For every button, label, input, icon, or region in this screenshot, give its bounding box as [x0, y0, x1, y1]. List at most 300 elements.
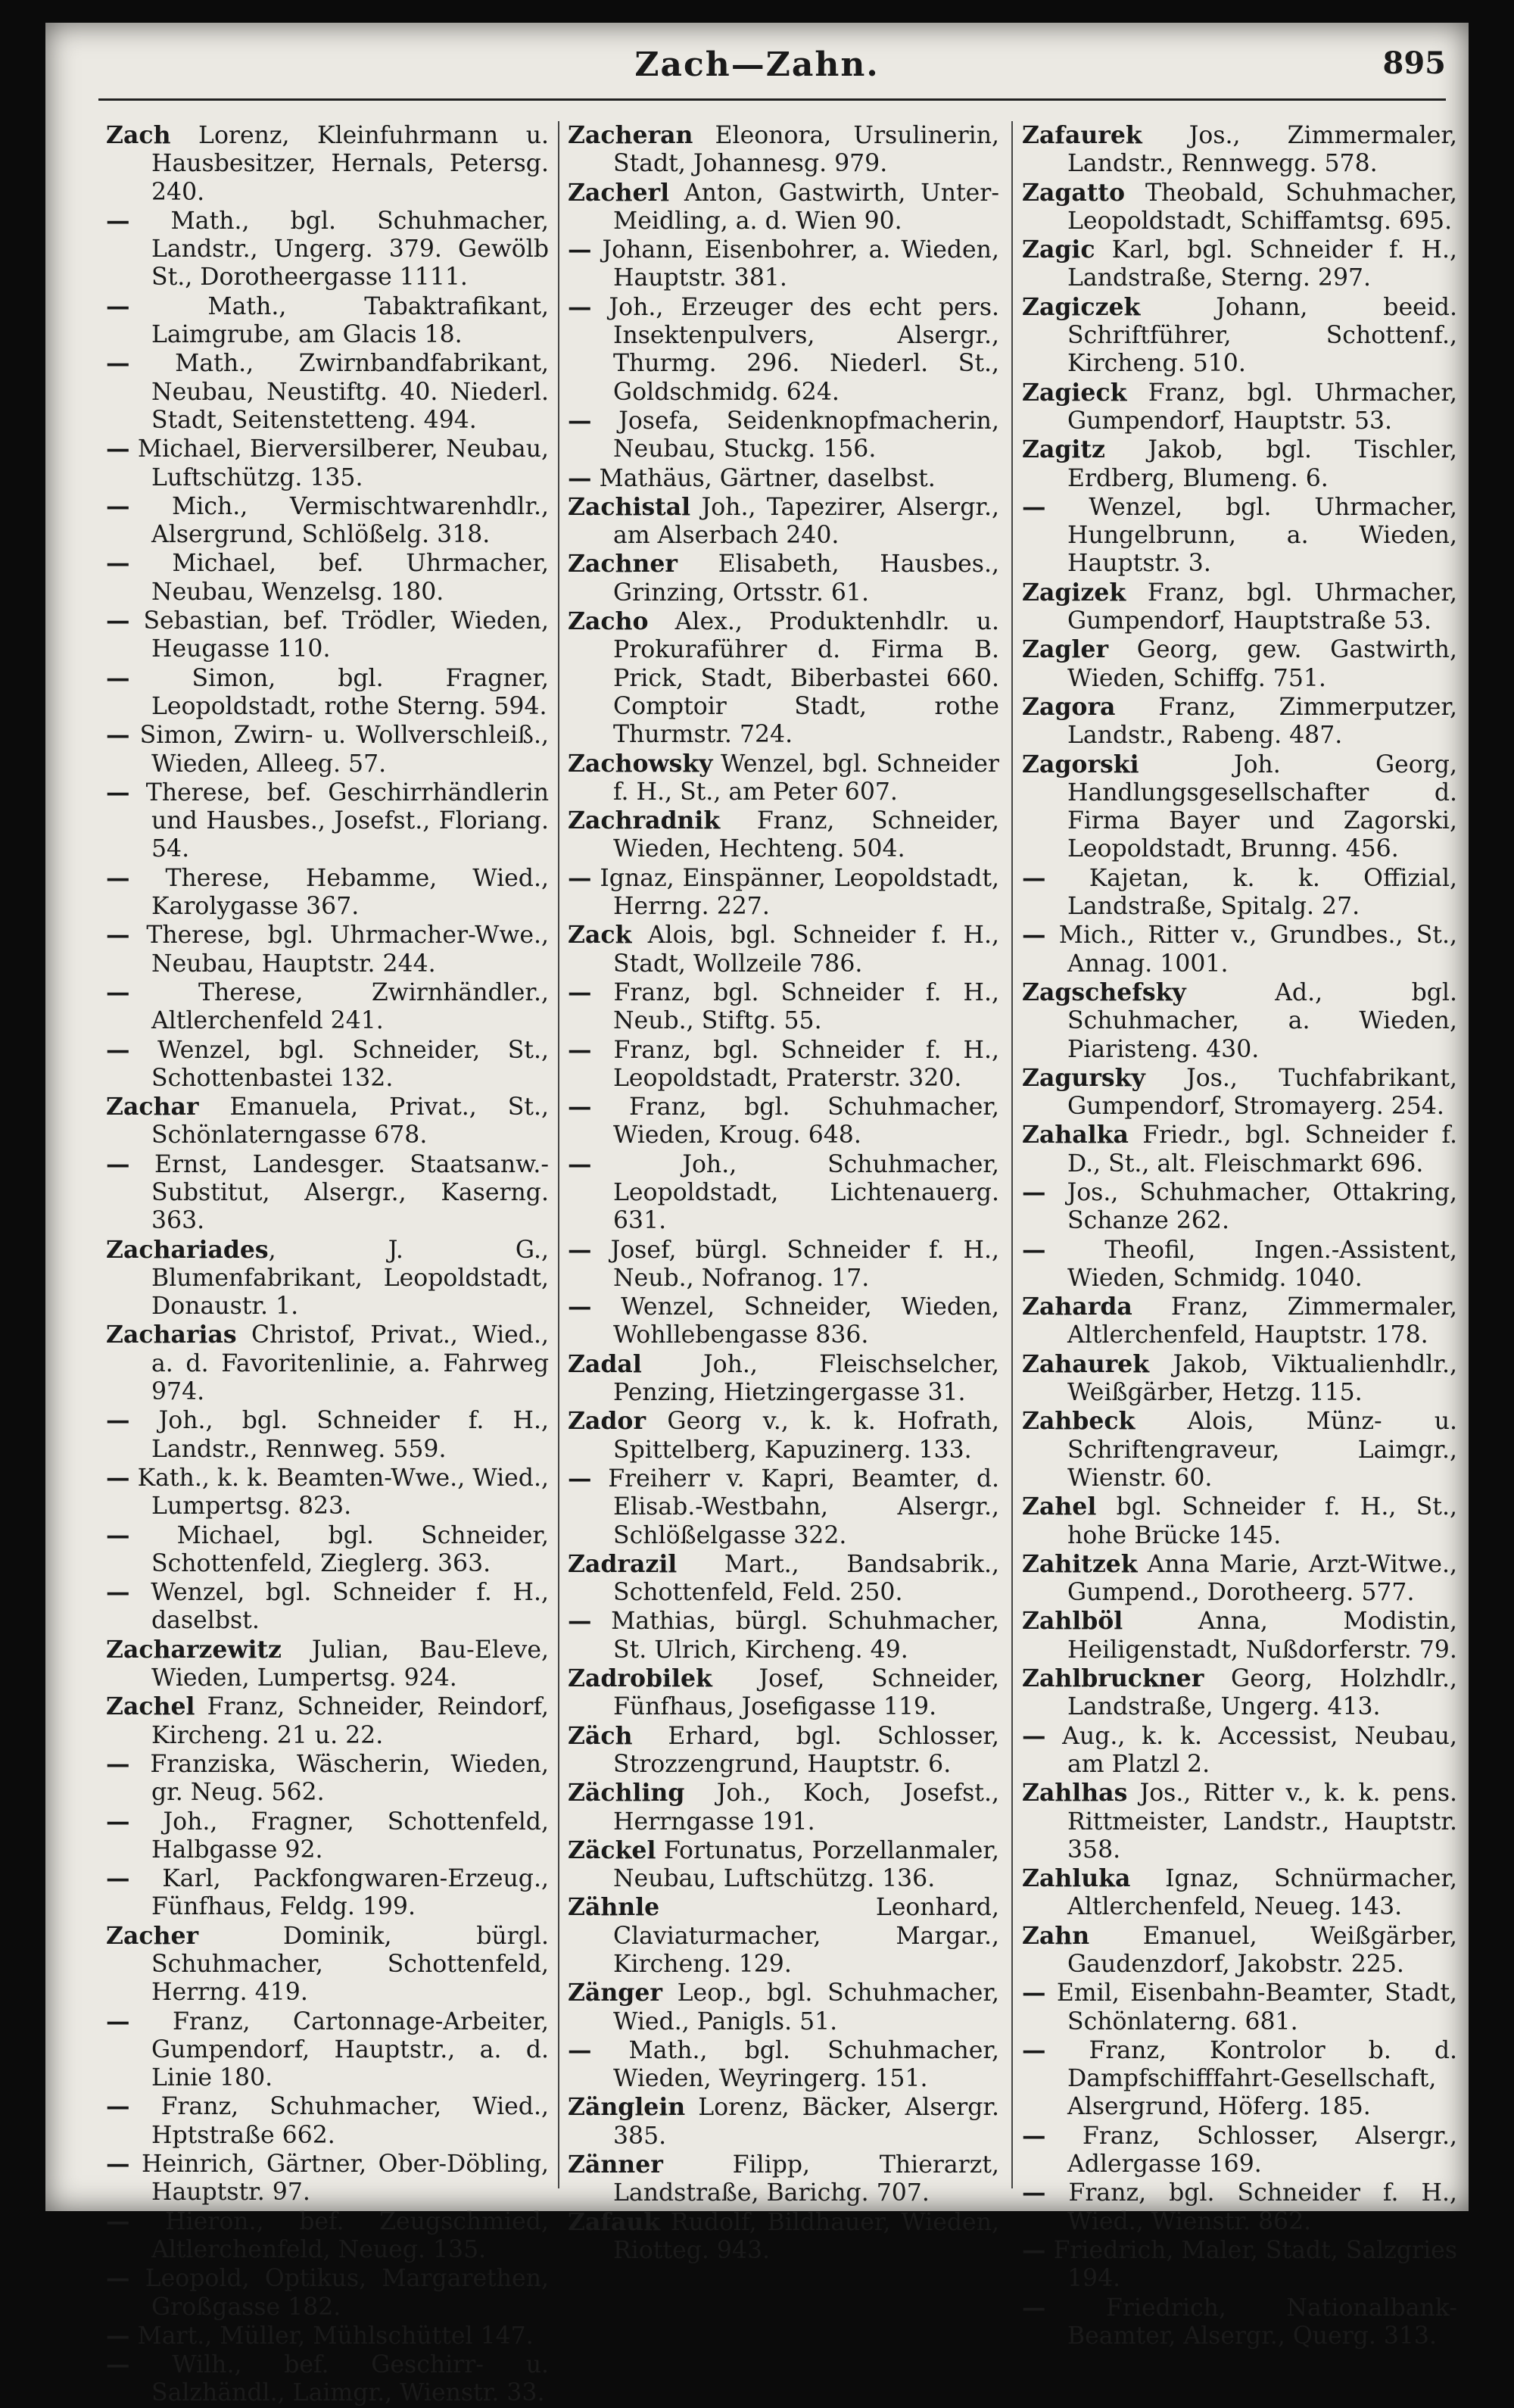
- entry-surname: Zaharda: [1022, 1293, 1132, 1321]
- entry-surname: —: [106, 2092, 130, 2121]
- entry-details: Jakob, Viktualienhdlr., Weißgärber, Hetzg. 115.: [1067, 1350, 1457, 1407]
- entry-surname: Zähnle: [568, 1893, 660, 1922]
- entry-surname: Zahlbruckner: [1022, 1664, 1204, 1693]
- entry-details: Sebastian, bef. Trödler, Wieden, Heugasse 110.: [129, 607, 549, 663]
- directory-entry: [1022, 1293, 1457, 1350]
- entry-surname: —: [106, 721, 130, 750]
- directory-entry: [568, 1550, 999, 1608]
- entry-details: Franz, Kontrolor b. d. Dampfschifffahrt-Gesellschaft, Alsergrund, Höferg. 185.: [1045, 2036, 1457, 2121]
- directory-entry: [106, 2207, 549, 2265]
- entry-surname: —: [106, 978, 130, 1006]
- entry-details: Michael, bef. Uhrmacher, Neubau, Wenzelsg. 180.: [129, 550, 549, 606]
- directory-entry: [106, 778, 549, 864]
- directory-entry: [106, 1236, 549, 1321]
- directory-entry: [568, 235, 999, 293]
- directory-entry: [1022, 1121, 1457, 1178]
- directory-entry: [106, 492, 549, 550]
- page-number: 895: [1382, 45, 1446, 81]
- entry-surname: Zagitz: [1022, 435, 1105, 464]
- entry-surname: Zahluka: [1022, 1864, 1131, 1893]
- entry-surname: —: [106, 491, 130, 520]
- directory-entry: [568, 1464, 999, 1550]
- directory-entry: [568, 407, 999, 464]
- entry-surname: Zagatto: [1022, 178, 1125, 207]
- entry-details: Josefa, Seidenknopfmacherin, Neubau, Stuckg. 156.: [591, 407, 999, 463]
- directory-entry: [1022, 2036, 1457, 2122]
- entry-surname: —: [106, 1578, 130, 1607]
- entry-surname: Zäch: [568, 1721, 633, 1750]
- entry-surname: Zahlhas: [1022, 1779, 1128, 1808]
- entry-details: Josef, Schneider, Fünfhaus, Josefigasse 119.: [613, 1665, 999, 1721]
- directory-entry: [1022, 1350, 1457, 1408]
- directory-entry: [106, 2092, 549, 2150]
- entry-surname: Zagizek: [1022, 578, 1126, 607]
- directory-entry: [568, 121, 999, 179]
- entry-surname: —: [106, 292, 130, 320]
- entry-surname: Zahitzek: [1022, 1549, 1138, 1578]
- directory-entry: [568, 1893, 999, 1979]
- entry-details: Hieron., bef. Zeugschmied, Altlerchenfeld, Neueg. 135.: [129, 2207, 549, 2263]
- entry-details: Michael, bgl. Schneider, Schottenfeld, Zieglerg. 363.: [129, 1521, 549, 1577]
- entry-details: Math., Tabaktrafikant, Laimgrube, am Glacis 18.: [129, 292, 549, 349]
- entry-details: Franz, Cartonnage-Arbeiter, Gumpendorf, Hauptstr., a. d. Linie 180.: [129, 2007, 549, 2092]
- entry-surname: —: [568, 463, 592, 492]
- directory-entry: [1022, 864, 1457, 922]
- directory-entry: [568, 2036, 999, 2094]
- entry-surname: Zänner: [568, 2151, 663, 2179]
- entry-surname: Zadrobilek: [568, 1664, 712, 1693]
- entry-details: Mathäus, Gärtner, daselbst.: [591, 464, 936, 492]
- entry-details: Julian, Bau-Eleve, Wieden, Lumpertsg. 924.: [151, 1636, 549, 1692]
- entry-surname: Zacho: [568, 607, 649, 636]
- entry-surname: Zahlböl: [1022, 1607, 1123, 1636]
- entry-surname: —: [106, 921, 130, 950]
- entry-details: Therese, bef. Geschirrhändlerin und Hausbes., Josefst., Floriang. 54.: [129, 778, 549, 863]
- directory-entry: [1022, 1236, 1457, 1293]
- directory-entry: [106, 292, 549, 350]
- entry-details: Joh., Tapezirer, Alsergr., am Alserbach 240.: [613, 493, 999, 550]
- directory-entry: [106, 721, 549, 778]
- entry-details: Math., Zwirnbandfabrikant, Neubau, Neustiftg. 40. Niederl. Stadt, Seitenstetteng. 494.: [129, 350, 549, 434]
- entry-details: Franz, bgl. Schuhmacher, Wieden, Kroug. 648.: [591, 1093, 999, 1149]
- directory-entry: [1022, 2294, 1457, 2351]
- directory-entry: [1022, 2122, 1457, 2179]
- entry-details: Simon, Zwirn- u. Wollverschleiß., Wieden, Alleeg. 57.: [129, 722, 549, 778]
- entry-details: Joh., Schuhmacher, Leopoldstadt, Lichtenauerg. 631.: [591, 1150, 999, 1235]
- directory-entry: [106, 435, 549, 492]
- directory-entry: [106, 2264, 549, 2322]
- entry-surname: Zagora: [1022, 692, 1116, 721]
- directory-entry: [106, 978, 549, 1036]
- entry-details: Wenzel, bgl. Schneider f. H., daselbst.: [129, 1579, 549, 1635]
- directory-entry: [568, 1093, 999, 1150]
- entry-surname: —: [568, 978, 592, 1006]
- entry-surname: Zadrazil: [568, 1549, 678, 1578]
- entry-details: Franz, Zimmermaler, Altlerchenfeld, Hauptstr. 178.: [1067, 1293, 1457, 1349]
- entry-details: Anna, Modistin, Heiligenstadt, Nußdorferstr. 79.: [1067, 1608, 1457, 1664]
- directory-entry: [1022, 1664, 1457, 1722]
- entry-details: Mathias, bürgl. Schuhmacher, St. Ulrich, Kircheng. 49.: [591, 1608, 999, 1664]
- entry-details: Lorenz, Kleinfuhrmann u. Hausbesitzer, Hernals, Petersg. 240.: [151, 122, 549, 206]
- directory-entry: [1022, 293, 1457, 379]
- entry-surname: Zachradnik: [568, 806, 721, 835]
- entry-details: Wenzel, bgl. Schneider f. H., St., am Peter 607.: [613, 750, 999, 806]
- directory-entry: [1022, 235, 1457, 293]
- entry-surname: —: [106, 1807, 130, 1836]
- entry-surname: —: [568, 1035, 592, 1064]
- entry-details: Mart., Müller, Mühlschüttel 147.: [129, 2322, 534, 2350]
- directory-entry: [1022, 2236, 1457, 2294]
- entry-details: Jos., Tuchfabrikant, Gumpendorf, Stromayerg. 254.: [1067, 1064, 1457, 1121]
- entry-surname: —: [1022, 2235, 1046, 2264]
- entry-details: Mart., Bandsabrik., Schottenfeld, Feld. 250.: [613, 1550, 999, 1607]
- directory-entry: [106, 864, 549, 922]
- entry-details: Eleonora, Ursulinerin, Stadt, Johannesg. 979.: [613, 122, 999, 178]
- entry-surname: —: [1022, 1235, 1046, 1264]
- entry-details: Elisabeth, Hausbes., Grinzing, Ortsstr. 61.: [613, 551, 999, 607]
- entry-surname: —: [106, 863, 130, 892]
- directory-entry: [568, 1350, 999, 1408]
- entry-surname: —: [568, 1235, 592, 1264]
- directory-entry: [106, 2150, 549, 2207]
- entry-surname: —: [1022, 2035, 1046, 2064]
- entry-details: Jos., Zimmermaler, Landstr., Rennwegg. 578.: [1067, 122, 1457, 178]
- directory-entry: [106, 1406, 549, 1464]
- directory-entry: [568, 1150, 999, 1236]
- entry-surname: Zacharzewitz: [106, 1635, 282, 1664]
- entry-details: Ernst, Landesger. Staatsanw.-Substitut, Alsergr., Kaserng. 363.: [129, 1150, 549, 1235]
- entry-details: Georg, Holzhdlr., Landstraße, Ungerg. 413.: [1067, 1665, 1457, 1721]
- entry-details: Friedr., bgl. Schneider f. D., St., alt. Fleischmarkt 696.: [1067, 1121, 1457, 1177]
- directory-entry: [1022, 1979, 1457, 2036]
- entry-details: bgl. Schneider f. H., St., hohe Brücke 145.: [1067, 1493, 1457, 1549]
- entry-details: Ignaz, Schnürmacher, Altlerchenfeld, Neueg. 143.: [1067, 1865, 1457, 1921]
- directory-entry: [568, 293, 999, 407]
- directory-entry: [1022, 1407, 1457, 1493]
- entry-details: Erhard, bgl. Schlosser, Strozzengrund, Hauptstr. 6.: [613, 1722, 999, 1778]
- entry-details: Franz, bgl. Schneider f. H., Leopoldstadt, Praterstr. 320.: [591, 1036, 999, 1092]
- directory-entry: [568, 1036, 999, 1093]
- entry-details: Mich., Vermischtwarenhdlr., Alsergrund, Schlößelg. 318.: [129, 492, 549, 549]
- directory-entry: [568, 1779, 999, 1836]
- directory-entry: [568, 1607, 999, 1664]
- directory-entry: [106, 607, 549, 664]
- entry-surname: —: [106, 2207, 130, 2235]
- entry-details: Fortunatus, Porzellanmaler, Neubau, Luftschützg. 136.: [613, 1836, 999, 1893]
- entry-details: Joh., Erzeuger des echt pers. Insektenpulvers, Alsergr., Thurmg. 296. Niederl. St., Goldschmidg. 624.: [591, 293, 999, 406]
- directory-entry: [106, 1692, 549, 1750]
- directory-entry: [106, 1521, 549, 1579]
- entry-surname: Zagler: [1022, 635, 1109, 664]
- entry-surname: Zagorski: [1022, 750, 1139, 778]
- entry-details: Franz, bgl. Schneider f. H., Wied., Wienstr. 862.: [1045, 2179, 1457, 2235]
- entry-surname: Zäckel: [568, 1836, 656, 1864]
- running-head: Zach—Zahn.: [634, 45, 880, 84]
- directory-entry: [1022, 1550, 1457, 1608]
- directory-entry: [1022, 1779, 1457, 1864]
- entry-details: Friedrich, Maler, Stadt, Salzgries 194.: [1045, 2236, 1457, 2293]
- column-divider: [558, 121, 559, 2188]
- directory-entry: [1022, 1864, 1457, 1922]
- directory-entry: [568, 607, 999, 749]
- directory-entry: [568, 2093, 999, 2151]
- entry-surname: Zahn: [1022, 1921, 1090, 1950]
- directory-entry: [568, 1722, 999, 1779]
- entry-surname: Zahaurek: [1022, 1349, 1150, 1378]
- entry-details: Theobald, Schuhmacher, Leopoldstadt, Schiffamtsg. 695.: [1067, 179, 1457, 235]
- entry-surname: —: [568, 1464, 592, 1493]
- entry-details: Therese, Hebamme, Wied., Karolygasse 367.: [129, 864, 549, 921]
- entry-details: Kath., k. k. Beamten-Wwe., Wied., Lumpertsg. 823.: [129, 1464, 549, 1521]
- directory-entry: [1022, 750, 1457, 864]
- entry-surname: —: [106, 663, 130, 692]
- entry-surname: Zahalka: [1022, 1121, 1129, 1149]
- entry-surname: —: [1022, 492, 1046, 521]
- directory-entry: [106, 1922, 549, 2007]
- entry-surname: —: [1022, 1177, 1046, 1206]
- entry-details: Georg, gew. Gastwirth, Wieden, Schiffg. 751.: [1067, 636, 1457, 692]
- directory-entry: [568, 2208, 999, 2266]
- column-2: [568, 121, 999, 2264]
- directory-entry: [568, 179, 999, 236]
- directory-entry: [106, 2322, 549, 2350]
- entry-surname: Zack: [568, 921, 632, 950]
- entry-surname: —: [106, 607, 130, 635]
- entry-surname: —: [106, 1521, 130, 1549]
- entry-details: Dominik, bürgl. Schuhmacher, Schottenfeld, Herrng. 419.: [151, 1922, 549, 2007]
- entry-details: Jos., Ritter v., k. k. pens. Rittmeister, Landstr., Hauptstr. 358.: [1067, 1779, 1457, 1864]
- directory-entry: [1022, 121, 1457, 179]
- entry-surname: —: [106, 1149, 130, 1178]
- directory-entry: [1022, 978, 1457, 1064]
- entry-surname: Zadal: [568, 1349, 642, 1378]
- directory-entry: [106, 121, 549, 207]
- directory-entry: [1022, 493, 1457, 579]
- entry-surname: Zagic: [1022, 235, 1095, 264]
- entry-surname: Zagursky: [1022, 1063, 1145, 1092]
- entry-surname: —: [106, 1035, 130, 1064]
- directory-entry: [1022, 1722, 1457, 1779]
- directory-entry: [106, 349, 549, 435]
- entry-surname: —: [106, 778, 130, 806]
- entry-details: Lorenz, Bäcker, Alsergr. 385.: [613, 2094, 999, 2150]
- directory-entry: [568, 921, 999, 978]
- entry-surname: —: [106, 2007, 130, 2035]
- entry-surname: Zachner: [568, 550, 678, 579]
- entry-surname: —: [106, 1749, 130, 1778]
- entry-details: Kajetan, k. k. Offizial, Landstraße, Spitalg. 27.: [1045, 864, 1457, 921]
- entry-details: Michael, Bierversilberer, Neubau, Luftschützg. 135.: [129, 435, 549, 491]
- directory-entry: [106, 1093, 549, 1150]
- entry-surname: —: [568, 1093, 592, 1121]
- entry-details: Leop., bgl. Schuhmacher, Wied., Panigls. 51.: [613, 1979, 999, 2035]
- directory-entry: [106, 549, 549, 607]
- directory-entry: [1022, 693, 1457, 750]
- entry-details: Wilh., bef. Geschirr- u. Salzhändl., Laimgr., Wienstr. 33.: [129, 2351, 549, 2407]
- entry-details: Alois, Münz- u. Schriftengraveur, Laimgr., Wienstr. 60.: [1067, 1408, 1457, 1492]
- entry-surname: —: [1022, 921, 1046, 950]
- entry-details: Aug., k. k. Accessist, Neubau, am Platzl 2.: [1045, 1722, 1457, 1778]
- directory-entry: [106, 207, 549, 292]
- entry-details: Johann, beeid. Schriftführer, Schottenf., Kircheng. 510.: [1067, 293, 1457, 378]
- entry-surname: Zagiczek: [1022, 292, 1141, 321]
- directory-entry: [1022, 635, 1457, 693]
- entry-surname: Zagschefsky: [1022, 978, 1186, 1006]
- directory-entry: [1022, 921, 1457, 978]
- column-1: [106, 121, 549, 2407]
- entry-surname: Zador: [568, 1407, 646, 1436]
- entry-details: Joh., Fleischselcher, Penzing, Hietzingergasse 31.: [613, 1350, 999, 1407]
- directory-entry: [568, 750, 999, 807]
- entry-details: Wenzel, Schneider, Wieden, Wohllebengasse 836.: [591, 1293, 999, 1349]
- entry-details: Josef, bürgl. Schneider f. H., Neub., Nofranog. 17.: [591, 1236, 999, 1292]
- entry-details: Franz, Schuhmacher, Wied., Hptstraße 662.: [129, 2093, 549, 2149]
- entry-surname: —: [106, 1463, 130, 1492]
- entry-surname: —: [568, 1293, 592, 1321]
- entry-surname: —: [568, 1149, 592, 1178]
- entry-surname: —: [568, 2035, 592, 2064]
- entry-details: Franz, bgl. Schneider f. H., Neub., Stiftg. 55.: [591, 978, 999, 1035]
- entry-surname: —: [1022, 2121, 1046, 2150]
- entry-surname: Zänglein: [568, 2093, 686, 2122]
- directory-entry: [568, 978, 999, 1036]
- entry-details: Emil, Eisenbahn-Beamter, Stadt, Schönlaterng. 681.: [1045, 1979, 1457, 2035]
- directory-entry: [106, 1578, 549, 1636]
- entry-surname: —: [1022, 2293, 1046, 2322]
- directory-entry: [568, 864, 999, 922]
- entry-details: Therese, Zwirnhändler., Altlerchenfeld 241.: [129, 978, 549, 1035]
- entry-details: Leopold, Optikus, Margarethen, Großgasse 182.: [129, 2265, 549, 2321]
- entry-surname: —: [106, 2321, 130, 2350]
- entry-surname: —: [106, 206, 130, 235]
- entry-details: Theofil, Ingen.-Assistent, Wieden, Schmidg. 1040.: [1045, 1236, 1457, 1292]
- directory-entry: [106, 1864, 549, 1922]
- entry-surname: —: [568, 863, 592, 892]
- entry-details: Ignaz, Einspänner, Leopoldstadt, Herrng. 227.: [591, 864, 999, 921]
- entry-surname: Zachar: [106, 1093, 199, 1121]
- directory-entry: [1022, 1607, 1457, 1664]
- directory-entry: [106, 1036, 549, 1093]
- entry-surname: —: [106, 1864, 130, 1893]
- directory-entry: [1022, 1064, 1457, 1121]
- directory-entry: [106, 1464, 549, 1521]
- directory-entry: [106, 921, 549, 978]
- entry-surname: Zächling: [568, 1779, 685, 1808]
- entry-details: Wenzel, bgl. Schneider, St., Schottenbastei 132.: [129, 1036, 549, 1092]
- directory-entry: [106, 664, 549, 722]
- entry-surname: Zagieck: [1022, 378, 1127, 407]
- entry-surname: Zacharias: [106, 1321, 237, 1349]
- entry-surname: Zachowsky: [568, 749, 713, 778]
- entry-details: Therese, bgl. Uhrmacher-Wwe., Neubau, Hauptstr. 244.: [129, 922, 549, 978]
- directory-entry: [106, 1150, 549, 1236]
- header-rule: [98, 98, 1446, 101]
- entry-surname: —: [106, 2150, 130, 2179]
- directory-entry: [1022, 2179, 1457, 2236]
- directory-entry: [106, 1750, 549, 1808]
- entry-surname: Zach: [106, 121, 171, 149]
- entry-details: Franz, Zimmerputzer, Landstr., Rabeng. 487.: [1067, 693, 1457, 750]
- directory-entry: [568, 550, 999, 607]
- column-3: [1022, 121, 1457, 2350]
- entry-details: Freiherr v. Kapri, Beamter, d. Elisab.-Westbahn, Alsergr., Schlößelgasse 322.: [591, 1464, 999, 1549]
- entry-details: Friedrich, Nationalbank-Beamter, Alsergr., Querg. 313.: [1045, 2294, 1457, 2350]
- entry-details: , J. G., Blumenfabrikant, Leopoldstadt, Donaustr. 1.: [151, 1236, 549, 1321]
- entry-details: Anna Marie, Arzt-Witwe., Gumpend., Dorotheerg. 577.: [1067, 1550, 1457, 1607]
- entry-details: Alex., Produktenhdlr. u. Prokuraführer d. Firma B. Prick, Stadt, Biberbastei 660. Comptoir Stadt, rothe Thurmstr. 724.: [613, 608, 999, 749]
- entry-details: Franziska, Wäscherin, Wieden, gr. Neug. 562.: [129, 1750, 549, 1807]
- entry-details: Math., bgl. Schuhmacher, Landstr., Ungerg. 379. Gewölb St., Dorotheergasse 1111.: [129, 207, 549, 292]
- column-divider: [1011, 121, 1013, 2188]
- entry-details: Johann, Eisenbohrer, a. Wieden, Hauptstr. 381.: [591, 236, 999, 292]
- directory-entry: [106, 1808, 549, 1865]
- entry-surname: Zachistal: [568, 492, 691, 521]
- entry-details: Emanuela, Privat., St., Schönlaterngasse 678.: [151, 1093, 549, 1149]
- entry-surname: —: [1022, 1979, 1046, 2007]
- entry-surname: —: [1022, 1721, 1046, 1750]
- entry-details: Heinrich, Gärtner, Ober-Döbling, Hauptstr. 97.: [129, 2151, 549, 2207]
- entry-surname: —: [1022, 863, 1046, 892]
- directory-entry: [1022, 1178, 1457, 1236]
- entry-details: Jos., Schuhmacher, Ottakring, Schanze 262.: [1045, 1178, 1457, 1235]
- entry-surname: Zacherl: [568, 178, 670, 207]
- directory-entry: [106, 2350, 549, 2408]
- entry-details: Franz, Schneider, Wieden, Hechteng. 504.: [613, 807, 999, 863]
- directory-entry: [568, 1664, 999, 1722]
- entry-details: Franz, Schlosser, Alsergr., Adlergasse 169.: [1045, 2122, 1457, 2179]
- directory-entry: [1022, 1493, 1457, 1550]
- directory-entry: [568, 806, 999, 864]
- directory-entry: [568, 1293, 999, 1350]
- entry-details: Franz, bgl. Uhrmacher, Gumpendorf, Hauptstraße 53.: [1067, 579, 1457, 635]
- entry-surname: —: [106, 2264, 130, 2293]
- entry-surname: —: [568, 1607, 592, 1636]
- entry-surname: Zafauk: [568, 2207, 661, 2236]
- entry-surname: Zacher: [106, 1921, 199, 1950]
- entry-surname: —: [568, 406, 592, 435]
- entry-surname: —: [106, 1406, 130, 1435]
- entry-details: Franz, Schneider, Reindorf, Kircheng. 21 u. 22.: [151, 1693, 549, 1749]
- entry-details: Wenzel, bgl. Uhrmacher, Hungelbrunn, a. Wieden, Hauptstr. 3.: [1045, 493, 1457, 578]
- page-header: [45, 45, 1469, 106]
- directory-entry: [106, 1321, 549, 1406]
- entry-surname: Zacheran: [568, 121, 693, 149]
- entry-details: Filipp, Thierarzt, Landstraße, Barichg. 707.: [613, 2151, 999, 2207]
- entry-surname: Zahel: [1022, 1493, 1097, 1521]
- directory-page: [45, 23, 1469, 2407]
- directory-entry: [106, 2007, 549, 2093]
- entry-surname: —: [106, 2350, 130, 2379]
- entry-details: Karl, bgl. Schneider f. H., Landstraße, Sterng. 297.: [1067, 236, 1457, 292]
- entry-details: Franz, bgl. Uhrmacher, Gumpendorf, Hauptstr. 53.: [1067, 379, 1457, 435]
- entry-surname: Zahbeck: [1022, 1407, 1136, 1436]
- entry-details: Joh., bgl. Schneider f. H., Landstr., Rennweg. 559.: [129, 1407, 549, 1463]
- entry-details: Emanuel, Weißgärber, Gaudenzdorf, Jakobstr. 225.: [1067, 1922, 1457, 1978]
- entry-details: Ad., bgl. Schuhmacher, a. Wieden, Piaristeng. 430.: [1067, 978, 1457, 1063]
- entry-details: Rudolf, Bildhauer, Wieden, Riotteg. 943.: [613, 2208, 999, 2264]
- directory-entry: [106, 1636, 549, 1693]
- directory-entry: [1022, 179, 1457, 236]
- entry-details: Karl, Packfongwaren-Erzeug., Fünfhaus, Feldg. 199.: [129, 1865, 549, 1921]
- entry-surname: Zachel: [106, 1692, 195, 1721]
- entry-surname: —: [1022, 2179, 1046, 2207]
- entry-details: Georg v., k. k. Hofrath, Spittelberg, Kapuzinerg. 133.: [613, 1408, 999, 1464]
- entry-surname: —: [106, 549, 130, 578]
- entry-surname: —: [568, 292, 592, 321]
- directory-entry: [1022, 1922, 1457, 1979]
- directory-entry: [568, 1836, 999, 1894]
- directory-entry: [568, 464, 999, 493]
